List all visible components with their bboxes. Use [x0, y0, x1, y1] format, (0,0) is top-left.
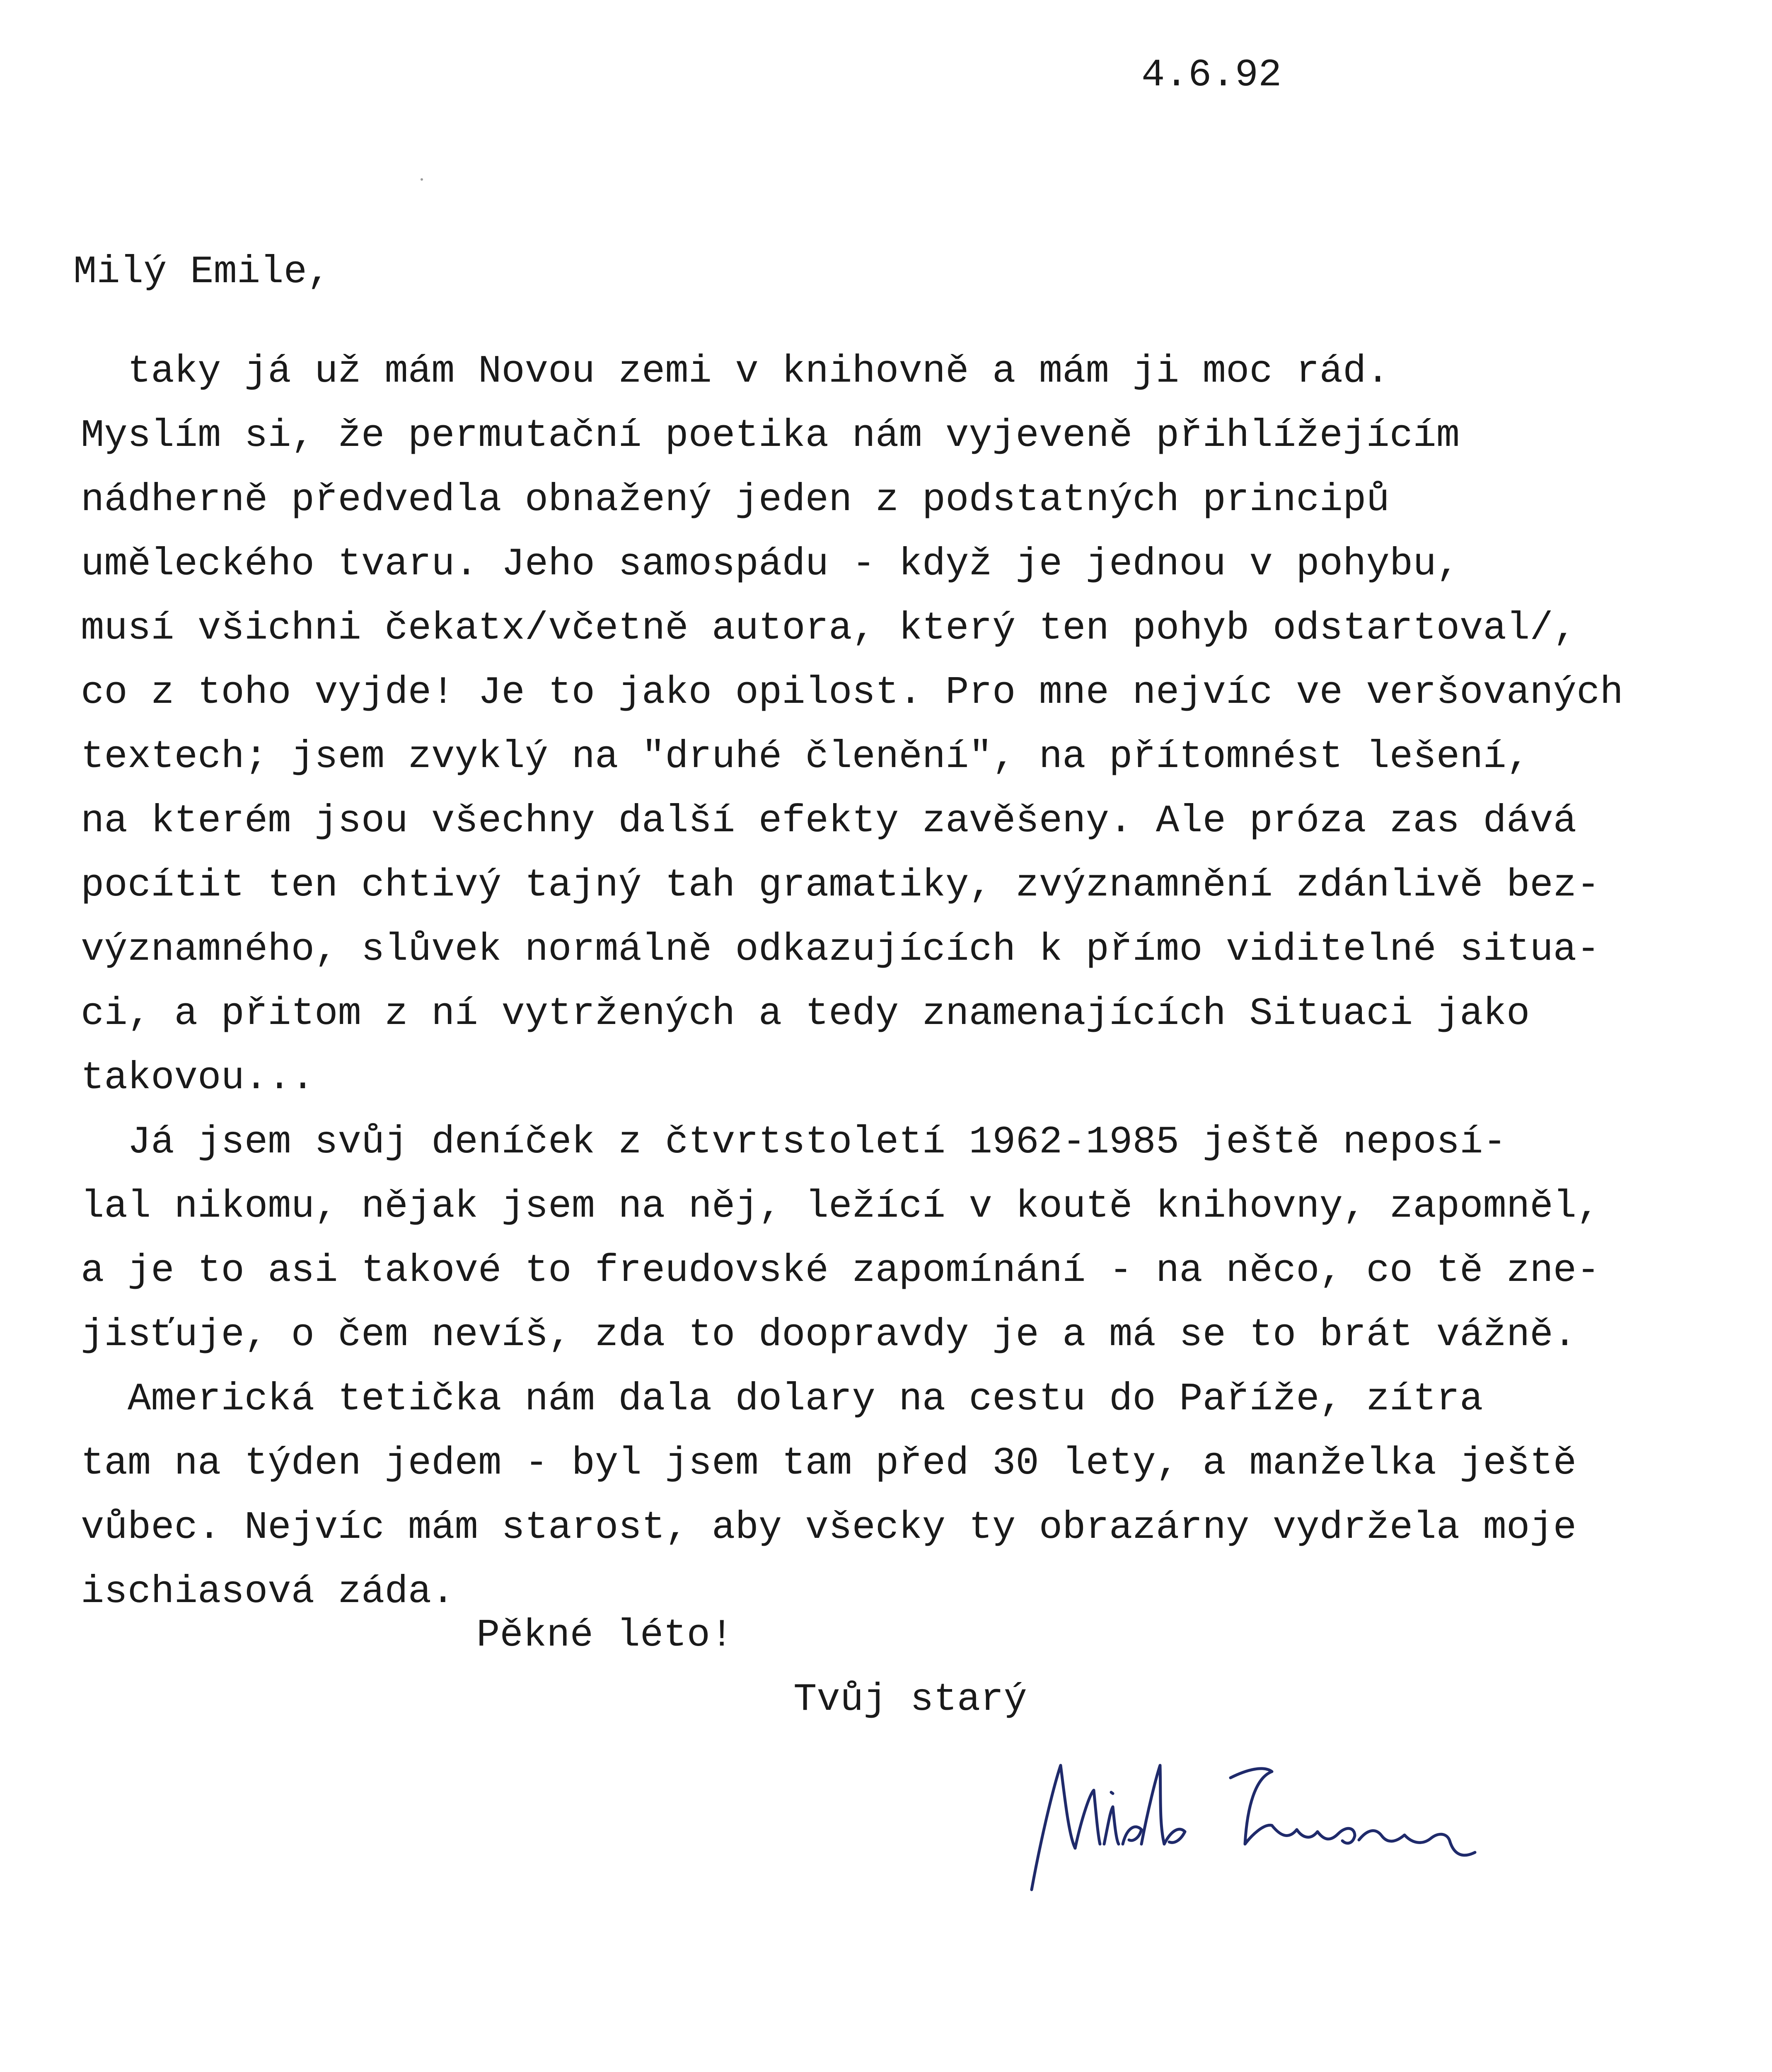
body-line: tam na týden jedem - byl jsem tam před 30 lety, a manželka ještě [81, 1442, 1577, 1486]
body-line: ci, a přitom z ní vytržených a tedy znamenajících Situaci jako [81, 992, 1530, 1036]
letter-date: 4.6.92 [1141, 53, 1282, 97]
handwritten-signature [1015, 1740, 1533, 1915]
closing-sign-off: Tvůj starý [793, 1678, 1027, 1722]
body-line: ischiasová záda. [81, 1570, 455, 1614]
body-line: uměleckého tvaru. Jeho samospádu - když je jednou v pohybu, [81, 542, 1460, 586]
body-line: nádherně předvedla obnažený jeden z podstatných principů [81, 478, 1390, 522]
body-line: a je to asi takové to freudovské zapomínání - na něco, co tě zne- [81, 1249, 1600, 1293]
body-line: takovou... [81, 1056, 315, 1100]
letter-salutation: Milý Emile, [73, 250, 331, 294]
body-line: taky já už mám Novou zemi v knihovně a mám ji moc rád. [81, 350, 1390, 394]
body-line: textech; jsem zvyklý na "druhé členění", na přítomnést lešení, [81, 735, 1530, 779]
body-line: Já jsem svůj deníček z čtvrtstoletí 1962-1985 ještě neposí- [81, 1121, 1506, 1164]
body-line: Americká tetička nám dala dolary na cestu do Paříže, zítra [81, 1377, 1483, 1421]
paper-speck [421, 178, 423, 181]
closing-wish: Pěkné léto! [476, 1614, 734, 1658]
body-line: jisťuje, o čem nevíš, zda to doopravdy je a má se to brát vážně. [81, 1313, 1577, 1357]
body-line: lal nikomu, nějak jsem na něj, ležící v koutě knihovny, zapomněl, [81, 1185, 1600, 1229]
body-line: musí všichni čekatx/včetně autora, který ten pohyb odstartoval/, [81, 607, 1577, 651]
body-line: významného, slůvek normálně odkazujících k přímo viditelné situa- [81, 928, 1600, 972]
body-line: vůbec. Nejvíc mám starost, aby všecky ty obrazárny vydržela moje [81, 1506, 1577, 1550]
body-line: co z toho vyjde! Je to jako opilost. Pro mne nejvíc ve veršovaných [81, 671, 1624, 715]
body-line: Myslím si, že permutační poetika nám vyjeveně přihlížejícím [81, 414, 1460, 458]
body-line: pocítit ten chtivý tajný tah gramatiky, zvýznamnění zdánlivě bez- [81, 864, 1600, 908]
body-line: na kterém jsou všechny další efekty zavěšeny. Ale próza zas dává [81, 799, 1577, 843]
